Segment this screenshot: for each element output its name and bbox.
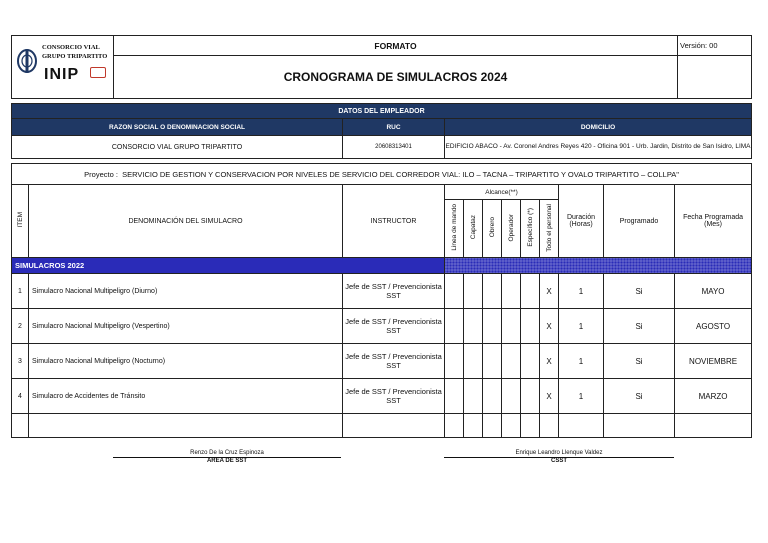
domicilio-value: EDIFICIO ABACO - Av. Coronel Andres Reyes 420 - Oficina 901 - Urb. Jardin, Distrito de San Isidro, LIMA bbox=[445, 136, 752, 159]
signature-left bbox=[113, 449, 341, 465]
razon-social-value: CONSORCIO VIAL GRUPO TRIPARTITO bbox=[12, 136, 343, 159]
ruc-value: 20608313401 bbox=[343, 136, 445, 159]
row-programado: Si bbox=[604, 274, 675, 309]
col-duracion: Duración (Horas) bbox=[559, 185, 604, 258]
logo-emblem-icon bbox=[16, 46, 38, 76]
logo-mark-icon bbox=[90, 67, 106, 78]
col-instructor: INSTRUCTOR bbox=[343, 185, 445, 258]
signature-name: Renzo De la Cruz Espinoza bbox=[190, 450, 264, 456]
section-label: SIMULACROS 2022 bbox=[12, 258, 445, 274]
empty-row bbox=[12, 414, 752, 438]
logo-line1: CONSORCIO VIAL bbox=[42, 44, 100, 51]
employer-table bbox=[11, 103, 752, 159]
logo-cell bbox=[12, 36, 114, 99]
signature-role: CSST bbox=[550, 458, 567, 464]
row-mark: X bbox=[540, 309, 559, 344]
col-razon-social: RAZON SOCIAL O DENOMINACION SOCIAL bbox=[12, 119, 343, 136]
format-label: FORMATO bbox=[114, 36, 678, 56]
row-item: 2 bbox=[12, 309, 29, 344]
header-table bbox=[11, 35, 752, 99]
row-mark: X bbox=[540, 344, 559, 379]
row-fecha: AGOSTO bbox=[675, 309, 752, 344]
alcance-obrero: Obrero bbox=[483, 200, 502, 258]
row-instructor: Jefe de SST / Prevencionista SST bbox=[343, 309, 445, 344]
table-row bbox=[12, 309, 752, 344]
row-programado: Si bbox=[604, 309, 675, 344]
row-programado: Si bbox=[604, 344, 675, 379]
table-row bbox=[12, 344, 752, 379]
col-programado: Programado bbox=[604, 185, 675, 258]
signature-name: Enrique Leandro Llenque Valdez bbox=[515, 450, 603, 456]
row-mark: X bbox=[540, 274, 559, 309]
row-fecha: NOVIEMBRE bbox=[675, 344, 752, 379]
row-item: 4 bbox=[12, 379, 29, 414]
row-fecha: MAYO bbox=[675, 274, 752, 309]
row-name: Simulacro Nacional Multipeligro (Diurno) bbox=[29, 274, 343, 309]
col-item: ITEM bbox=[12, 185, 29, 258]
col-domicilio: DOMICILIO bbox=[445, 119, 752, 136]
row-name: Simulacro Nacional Multipeligro (Vespertino) bbox=[29, 309, 343, 344]
project-label: Proyecto : bbox=[84, 169, 118, 179]
row-duracion: 1 bbox=[559, 309, 604, 344]
signature-role: AREA DE SST bbox=[206, 458, 248, 464]
section-row bbox=[12, 258, 752, 274]
alcance-operador: Operador bbox=[502, 200, 521, 258]
row-mark: X bbox=[540, 379, 559, 414]
row-instructor: Jefe de SST / Prevencionista SST bbox=[343, 274, 445, 309]
col-alcance: Alcance(**) bbox=[445, 185, 559, 200]
alcance-linea-mando: Linea de mando bbox=[445, 200, 464, 258]
row-instructor: Jefe de SST / Prevencionista SST bbox=[343, 379, 445, 414]
alcance-todo-personal: Todo el personal bbox=[540, 200, 559, 258]
table-row bbox=[12, 274, 752, 309]
row-duracion: 1 bbox=[559, 344, 604, 379]
row-instructor: Jefe de SST / Prevencionista SST bbox=[343, 344, 445, 379]
table-row bbox=[12, 379, 752, 414]
project-row bbox=[12, 164, 752, 185]
row-duracion: 1 bbox=[559, 379, 604, 414]
row-name: Simulacro de Accidentes de Tránsito bbox=[29, 379, 343, 414]
col-ruc: RUC bbox=[343, 119, 445, 136]
document-title: CRONOGRAMA DE SIMULACROS 2024 bbox=[114, 56, 678, 99]
alcance-capataz: Capataz bbox=[464, 200, 483, 258]
col-fecha: Fecha Programada (Mes) bbox=[675, 185, 752, 258]
alcance-especifico: Específico (*) bbox=[521, 200, 540, 258]
logo-line2: GRUPO TRIPARTITO bbox=[42, 53, 108, 60]
row-duracion: 1 bbox=[559, 274, 604, 309]
version-label: Versión: 00 bbox=[678, 36, 752, 56]
row-item: 1 bbox=[12, 274, 29, 309]
row-name: Simulacro Nacional Multipeligro (Nocturno) bbox=[29, 344, 343, 379]
schedule-table bbox=[11, 163, 752, 438]
signature-right bbox=[444, 449, 674, 465]
col-denominacion: DENOMINACIÓN DEL SIMULACRO bbox=[29, 185, 343, 258]
row-item: 3 bbox=[12, 344, 29, 379]
employer-section-title: DATOS DEL EMPLEADOR bbox=[12, 104, 752, 119]
logo-brand: INIP bbox=[44, 66, 80, 83]
row-programado: Si bbox=[604, 379, 675, 414]
project-name: SERVICIO DE GESTION Y CONSERVACION POR NIVELES DE SERVICIO DEL CORREDOR VIAL: ILO – TACNA – TRIPARTITO Y OVALO TRIPARTITO – COLLPA" bbox=[122, 169, 679, 179]
row-fecha: MARZO bbox=[675, 379, 752, 414]
